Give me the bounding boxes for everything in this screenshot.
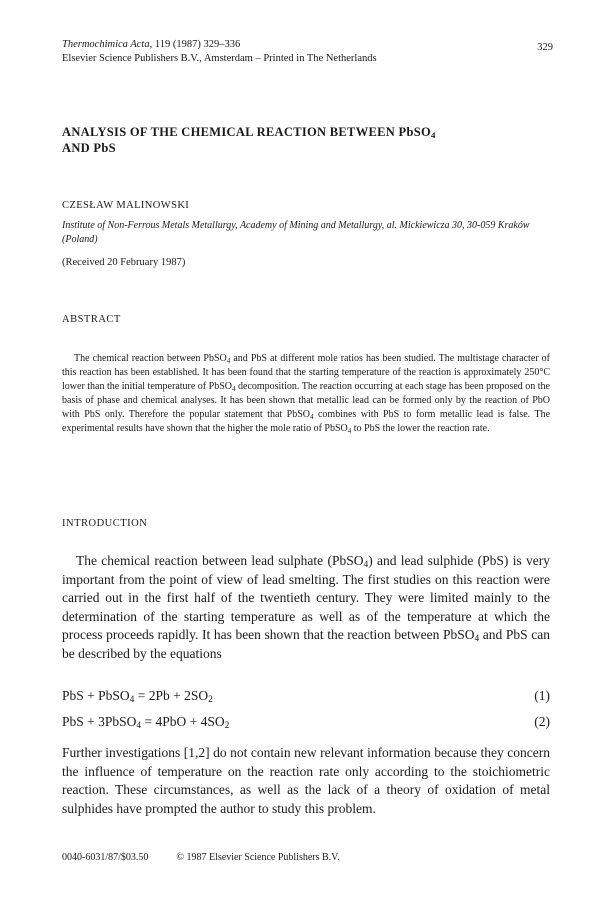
subscript: 4: [310, 413, 314, 421]
eq-part: = 2Pb + 2SO: [134, 688, 209, 703]
eq-part: PbS + 3PbSO: [62, 714, 137, 729]
equation-2: [62, 713, 550, 731]
equation-1: [62, 687, 550, 705]
abstract-text-5: to PbS the lower the reaction rate.: [351, 423, 490, 434]
eq-part: PbS + PbSO: [62, 688, 130, 703]
volume-pages: 119 (1987) 329–336: [152, 39, 241, 50]
footer: [62, 852, 340, 863]
eq-subscript: 4: [136, 721, 142, 731]
paper-title: [62, 124, 532, 156]
abstract-body: [62, 352, 550, 436]
eq-subscript: 2: [208, 695, 213, 705]
intro-text-3: and PbS can be described by the equations: [62, 627, 550, 661]
title-subscript: 4: [430, 130, 436, 140]
issn-code: 0040-6031/87/$03.50: [62, 852, 149, 863]
received-date: (Received 20 February 1987): [62, 257, 186, 268]
introduction-paragraph: [62, 552, 550, 663]
page-number: 329: [537, 42, 553, 53]
equation-1-expression: [62, 687, 213, 705]
equation-1-number: (1): [534, 688, 550, 703]
eq-subscript: 2: [224, 721, 230, 731]
abstract-text-3: decomposition. The reaction occurring at each stage has been proposed on the basis of phase and chemical analyses. It has been shown that metallic lead can be formed only by the reaction of PbO with PbS only. Therefore the popular statement that PbSO: [62, 381, 550, 420]
eq-subscript: 4: [129, 695, 135, 705]
title-line-2: AND PbS: [62, 141, 116, 155]
introduction-continuation: Further investigations [1,2] do not contain new relevant information because they concern the influence of temperature on the reaction rate only according to the stoichiometric reaction. These circumstances, as well as the lack of a theory of oxidation of metal sulphides have prompted the author to study this problem.: [62, 745, 550, 816]
affiliation: Institute of Non-Ferrous Metals Metallurgy, Academy of Mining and Metallurgy, al. Mickiewicza 30, 30-059 Kraków (Poland): [62, 220, 530, 245]
copyright-notice: © 1987 Elsevier Science Publishers B.V.: [176, 852, 340, 863]
abstract-heading: ABSTRACT: [62, 314, 121, 325]
intro-text-2: ) and lead sulphide (PbS) is very important from the point of view of lead smelting. The first studies on this reaction were carried out in the first half of the twentieth century. They were limited mainly to the determination of the starting temperature as well as of the temperature at which the process proceeds rapidly. It has been shown that the reaction between PbSO: [62, 553, 550, 642]
subscript: 4: [226, 357, 231, 365]
publisher-line: Elsevier Science Publishers B.V., Amsterdam – Printed in The Netherlands: [62, 53, 377, 64]
abstract-text-2: and PbS at different mole ratios has been studied. The multistage character of this reaction has been established. It has been found that the starting temperature of the reaction is approximately 250°C lower than the initial temperature of PbSO: [62, 353, 550, 392]
introduction-heading: INTRODUCTION: [62, 518, 148, 529]
abstract-text-4: combines with PbS to form metallic lead is false. The experimental results have shown that the higher the mole ratio of PbSO: [62, 409, 551, 434]
author-name: CZESŁAW MALINOWSKI: [62, 200, 190, 211]
subscript: 4: [232, 385, 236, 393]
intro-text-1: The chemical reaction between lead sulphate (PbSO: [76, 553, 364, 568]
title-line-1: ANALYSIS OF THE CHEMICAL REACTION BETWEEN PbSO: [62, 125, 431, 139]
abstract-text-1: The chemical reaction between PbSO: [74, 353, 227, 364]
subscript: 4: [474, 634, 480, 644]
subscript: 4: [363, 560, 369, 570]
journal-citation: [62, 38, 240, 52]
journal-name: Thermochimica Acta,: [62, 39, 153, 50]
equation-2-expression: [62, 713, 229, 731]
subscript: 4: [347, 427, 352, 435]
equation-2-number: (2): [534, 714, 550, 729]
eq-part: = 4PbO + 4SO: [141, 714, 225, 729]
